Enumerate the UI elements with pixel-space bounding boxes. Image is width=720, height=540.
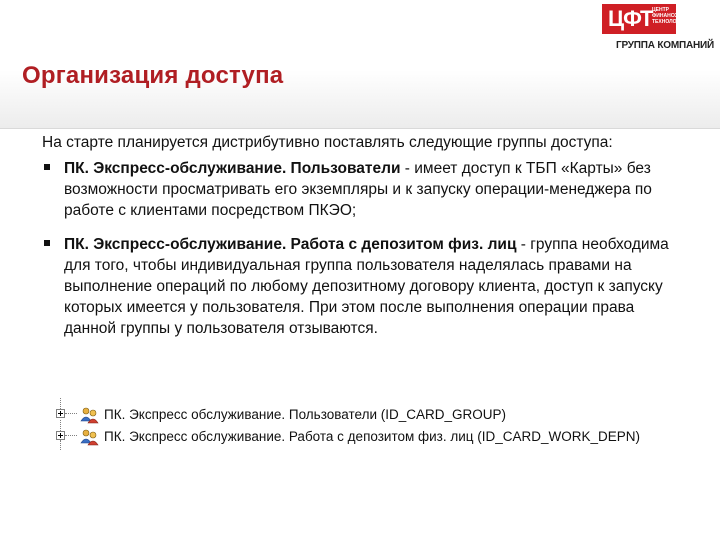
bullet-icon — [44, 240, 50, 246]
logo-subtitle: ГРУППА КОМПАНИЙ — [615, 40, 714, 51]
slide-body — [42, 124, 682, 352]
tree-connector — [60, 420, 61, 431]
expand-icon[interactable] — [56, 431, 65, 440]
list-item — [42, 158, 682, 221]
group-description: - имеет доступ к ТБП «Карты» без возможности просматривать его экземпляры и к запуску операции-менеджера по работе с клиентами посредством ПКЭО; — [64, 160, 652, 219]
intro-paragraph: На старте планируется дистрибутивно поставлять следующие группы доступа: — [42, 134, 613, 151]
group-name: ПК. Экспресс-обслуживание. Пользователи — [64, 160, 401, 177]
group-description: - группа необходима для того, чтобы индивидуальная группа пользователя наделялась правами на выполнение операций по любому депозитному договору клиента, доступ к запуску которых имеется у пользователя. При этом после выполнения операции права данной группы у пользователя отзываются. — [64, 236, 669, 337]
tree-node-label: ПК. Экспресс обслуживание. Пользователи (ID_CARD_GROUP) — [104, 407, 507, 422]
group-name: ПК. Экспресс-обслуживание. Работа с депозитом физ. лиц — [64, 236, 517, 253]
expand-icon[interactable] — [56, 409, 65, 418]
company-logo — [602, 4, 714, 52]
tree-connector — [60, 440, 61, 450]
tree-connector — [65, 435, 77, 436]
logo-tagline: ЦЕНТР ФИНАНСОВЫХ ТЕХНОЛОГИЙ — [652, 7, 690, 25]
tree-node-label: ПК. Экспресс обслуживание. Работа с депозитом физ. лиц (ID_CARD_WORK_DEPN) — [104, 429, 641, 444]
tree-connector — [65, 413, 77, 414]
tree-connector — [60, 398, 61, 409]
user-group-icon — [80, 406, 100, 424]
list-item — [42, 234, 682, 339]
slide-header — [0, 0, 720, 129]
bullet-icon — [44, 164, 50, 170]
page-title: Организация доступа — [22, 62, 284, 89]
access-group-list — [42, 158, 682, 339]
user-group-icon — [80, 428, 100, 446]
logo-mark: ЦФТ — [602, 4, 676, 34]
